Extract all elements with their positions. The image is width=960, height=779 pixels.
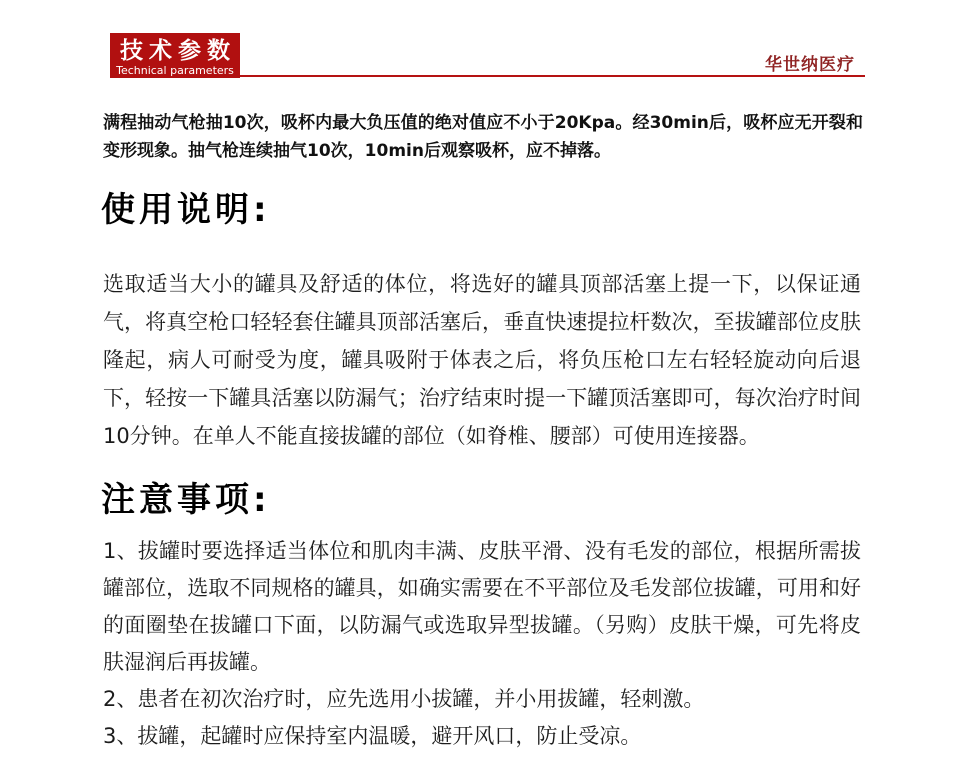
- precaution-item-1: 1、拔罐时要选择适当体位和肌肉丰满、皮肤平滑、没有毛发的部位，根据所需拔罐部位，选取不同规格的罐具，如确实需要在不平部位及毛发部位拔罐，可用和好的面圈垫在拔罐口下面，以防漏气或选取异型拔罐。（另购）皮肤干燥，可先将皮肤湿润后再拔罐。: [103, 539, 861, 674]
- precautions-list: [103, 533, 861, 755]
- technical-parameters-badge: [110, 33, 240, 78]
- section-header: [0, 0, 960, 80]
- usage-instructions-text: 选取适当大小的罐具及舒适的体位，将选好的罐具顶部活塞上提一下，以保证通气，将真空枪口轻轻套住罐具顶部活塞后，垂直快速提拉杆数次，至拔罐部位皮肤隆起，病人可耐受为度，罐具吸附于体表之后，将负压枪口左右轻轻旋动向后退下，轻按一下罐具活塞以防漏气；治疗结束时提一下罐顶活塞即可，每次治疗时间10分钟。在单人不能直接拔罐的部位（如脊椎、腰部）可使用连接器。: [103, 272, 861, 448]
- precaution-item-2: 2、患者在初次治疗时，应先选用小拔罐，并小用拔罐，轻刺激。: [103, 687, 705, 711]
- technical-parameters-text: 满程抽动气枪抽10次，吸杯内最大负压值的绝对值应不小于20Kpa。经30min后，吸杯应无开裂和变形现象。抽气枪连续抽气10次，10min后观察吸杯，应不掉落。: [103, 113, 863, 161]
- precautions-heading: 注意事项:: [101, 480, 271, 520]
- precaution-item-3: 3、拔罐，起罐时应保持室内温暖，避开风口，防止受凉。: [103, 724, 642, 748]
- brand-name: 华世纳医疗: [765, 55, 855, 75]
- header-divider-line: [240, 75, 865, 77]
- badge-title: 技术参数: [120, 38, 236, 64]
- badge-subtitle: Technical parameters: [116, 64, 234, 77]
- usage-instructions-heading: 使用说明:: [101, 190, 271, 230]
